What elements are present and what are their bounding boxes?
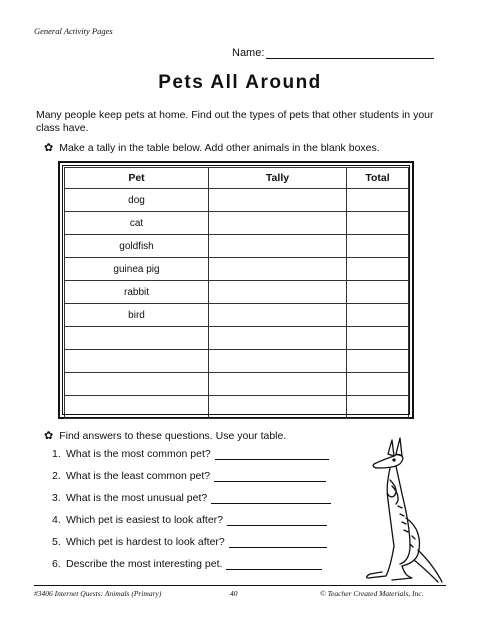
pet-cell: dog	[65, 189, 209, 212]
footer-publication: #3406 Internet Quests: Animals (Primary)	[34, 589, 162, 598]
header-pet: Pet	[65, 168, 209, 189]
name-label: Name:	[232, 47, 265, 59]
question-text: What is the least common pet?	[66, 470, 211, 482]
tally-cell[interactable]	[209, 281, 347, 304]
total-cell[interactable]	[347, 350, 409, 373]
question-item	[52, 514, 327, 526]
page-title: Pets All Around	[158, 72, 322, 93]
tally-cell[interactable]	[209, 258, 347, 281]
tally-cell[interactable]	[209, 373, 347, 396]
table-row	[65, 212, 409, 235]
pet-cell: goldfish	[65, 235, 209, 258]
name-field	[232, 47, 434, 59]
question-item	[52, 448, 329, 460]
pet-cell[interactable]	[65, 373, 209, 396]
table-row	[65, 304, 409, 327]
question-item	[52, 492, 331, 504]
question-text: What is the most common pet?	[66, 448, 211, 460]
footer-divider	[34, 585, 446, 586]
total-cell[interactable]	[347, 396, 409, 419]
question-text: Describe the most interesting pet.	[66, 558, 223, 570]
question-item	[52, 470, 326, 482]
tally-cell[interactable]	[209, 396, 347, 419]
pet-cell[interactable]	[65, 350, 209, 373]
pet-cell: rabbit	[65, 281, 209, 304]
question-number: 3.	[52, 492, 61, 504]
header-tally: Tally	[209, 168, 347, 189]
answer-blank[interactable]	[227, 515, 327, 526]
pet-tally-table	[58, 161, 414, 419]
tally-cell[interactable]	[209, 304, 347, 327]
flower-bullet-icon: ✿	[44, 141, 54, 154]
total-cell[interactable]	[347, 235, 409, 258]
answer-blank[interactable]	[215, 449, 329, 460]
pet-cell: guinea pig	[65, 258, 209, 281]
table-row	[65, 258, 409, 281]
table-row	[65, 327, 409, 350]
flower-bullet-icon: ✿	[44, 429, 54, 442]
total-cell[interactable]	[347, 258, 409, 281]
question-text: Which pet is easiest to look after?	[66, 514, 223, 526]
table-row	[65, 189, 409, 212]
pet-cell: cat	[65, 212, 209, 235]
instruction-questions-text: Find answers to these questions. Use your table.	[59, 430, 287, 442]
question-number: 6.	[52, 558, 61, 570]
total-cell[interactable]	[347, 373, 409, 396]
total-cell[interactable]	[347, 189, 409, 212]
answer-blank[interactable]	[229, 537, 327, 548]
total-cell[interactable]	[347, 327, 409, 350]
table-row	[65, 281, 409, 304]
question-item	[52, 558, 322, 570]
kangaroo-illustration	[352, 436, 444, 584]
instruction-tally-text: Make a tally in the table below. Add other animals in the blank boxes.	[59, 142, 380, 154]
tally-cell[interactable]	[209, 212, 347, 235]
tally-cell[interactable]	[209, 327, 347, 350]
pet-cell[interactable]	[65, 327, 209, 350]
instruction-questions	[44, 430, 286, 442]
tally-cell[interactable]	[209, 189, 347, 212]
question-item	[52, 536, 327, 548]
answer-blank[interactable]	[211, 493, 331, 504]
table-row	[65, 396, 409, 419]
question-number: 1.	[52, 448, 61, 460]
answer-blank[interactable]	[226, 559, 322, 570]
question-number: 2.	[52, 470, 61, 482]
intro-text: Many people keep pets at home. Find out the types of pets that other students in your class have.	[36, 109, 434, 134]
answer-blank[interactable]	[214, 471, 326, 482]
question-text: What is the most unusual pet?	[66, 492, 208, 504]
tally-cell[interactable]	[209, 350, 347, 373]
footer-copyright: © Teacher Created Materials, Inc.	[320, 589, 424, 598]
name-blank[interactable]	[266, 47, 434, 59]
total-cell[interactable]	[347, 212, 409, 235]
header-total: Total	[347, 168, 409, 189]
pet-cell: bird	[65, 304, 209, 327]
pet-cell[interactable]	[65, 396, 209, 419]
table-row	[65, 235, 409, 258]
section-label: General Activity Pages	[34, 26, 113, 36]
table-row	[65, 373, 409, 396]
question-text: Which pet is hardest to look after?	[66, 536, 225, 548]
total-cell[interactable]	[347, 304, 409, 327]
table-row	[65, 350, 409, 373]
question-number: 5.	[52, 536, 61, 548]
table-header-row	[65, 168, 409, 189]
tally-cell[interactable]	[209, 235, 347, 258]
total-cell[interactable]	[347, 281, 409, 304]
question-number: 4.	[52, 514, 61, 526]
footer-page-number: 40	[230, 589, 238, 598]
instruction-tally	[44, 142, 380, 154]
